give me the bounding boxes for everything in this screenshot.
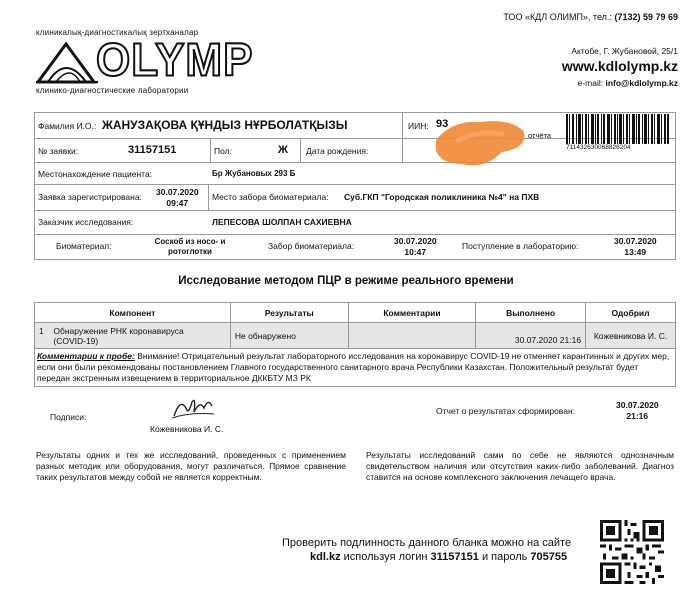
- qr-code[interactable]: [600, 520, 664, 584]
- formed-label: Отчет о результатах сформирован:: [436, 406, 576, 416]
- verify-line: Проверить подлинность данного бланка можно на сайте: [282, 537, 572, 549]
- note-right: Результаты исследований сами по себе не являются однозначным свидетельством наличия или отсутствия каких-либо заболеваний. Диагноз ставится на основе комплексного заключения лечащего врача.: [366, 450, 674, 482]
- collection-datetime: [394, 236, 437, 258]
- company-phone: (7132) 59 79 69: [614, 12, 678, 22]
- registered-date: 30.07.2020: [156, 187, 199, 197]
- sample-comment: [35, 349, 676, 387]
- component-name: Обнаружение РНК коронавируса (COVID-19): [53, 325, 184, 346]
- location-label: Местонахождение пациента:: [38, 169, 153, 179]
- col-header-approved: Одобрил: [586, 303, 676, 323]
- arrival-time: 13:49: [624, 247, 647, 257]
- cell-done: 30.07.2020 21:16: [476, 323, 586, 349]
- location-value: Бр Жубановых 293 Б: [212, 169, 296, 178]
- request-label: № заявки:: [38, 146, 79, 156]
- row-index: 1: [39, 325, 44, 336]
- cell-approved: Кожевникова И. С.: [586, 323, 676, 349]
- customer-label: Заказчик исследования:: [38, 217, 134, 227]
- dob-label: Дата рождения:: [306, 146, 369, 156]
- col-header-comments: Комментарии: [348, 303, 476, 323]
- cell-component: [35, 323, 231, 349]
- company-line: [503, 12, 678, 22]
- request-number: 31157151: [128, 144, 177, 156]
- study-title: Исследование методом ПЦР в режиме реального времени: [178, 275, 514, 287]
- collection-label: Забор биоматериала:: [268, 241, 355, 251]
- formed-datetime: [616, 400, 659, 422]
- col-header-results: Результаты: [230, 303, 348, 323]
- results-table: [34, 302, 676, 387]
- barcode: [566, 114, 670, 144]
- logo-wordmark: OLYMP: [96, 34, 254, 87]
- sample-place-label: Место забора биоматериала:: [212, 192, 329, 202]
- sample-place-value: Суб.ГКП "Городская поликлиника №4" на ПХВ: [344, 192, 540, 202]
- verify-credentials: [310, 551, 567, 563]
- col-header-component: Компонент: [35, 303, 231, 323]
- handwritten-signature: [170, 394, 216, 420]
- customer-value: ЛЕПЕСОВА ШОЛПАН САХИЕВНА: [212, 217, 352, 227]
- table-row: [35, 323, 676, 349]
- logo-top-text: клиникалық-диагностикалық зертханалар: [36, 28, 199, 37]
- patient-name: ЖАНУЗАҚОВА ҚҰНДЫЗ НҰРБОЛАТҚЫЗЫ: [102, 118, 348, 132]
- note-left: Результаты одних и тех же исследований, проведенных с применением разных методик или оборудования, могут различаться. Прямое сравнение таких результатов между собой не является корректным.: [36, 450, 346, 482]
- table-header-row: [35, 303, 676, 323]
- company-email: [578, 78, 678, 88]
- barcode-number: 711432630068826204: [566, 144, 631, 151]
- comment-label: Комментарии к пробе:: [37, 351, 135, 361]
- biomaterial-label: Биоматериал:: [56, 241, 112, 251]
- registered-label: Заявка зарегистрирована:: [38, 192, 142, 202]
- verify-site[interactable]: kdl.kz: [310, 551, 341, 563]
- logo-bottom-text: клинико-диагностические лаборатории: [36, 86, 189, 95]
- collection-time: 10:47: [404, 247, 427, 257]
- signature-label: Подписи:: [50, 412, 87, 422]
- col-header-done: Выполнено: [476, 303, 586, 323]
- collection-date: 30.07.2020: [394, 236, 437, 246]
- cell-result: Не обнаружено: [230, 323, 348, 349]
- registered-datetime: [156, 187, 199, 209]
- company-name: ТОО «КДЛ ОЛИМП», тел.:: [503, 12, 612, 22]
- formed-date: 30.07.2020: [616, 400, 659, 410]
- company-address: Актобе, Г. Жубановой, 25/1: [571, 46, 678, 56]
- verify-and: и пароль: [481, 551, 528, 563]
- sex-value: Ж: [278, 144, 288, 156]
- iin-label: ИИН:: [408, 121, 429, 131]
- table-comment-row: [35, 349, 676, 387]
- comment-text: Внимание! Отрицательный результат лабораторного исследования на коронавирус COVID-19 не отменяет карантинных и других мер, если они были рекомендованы постановлением Главного государственного санитарного врача Республики Казахстан. Положительный результат будет передан экстренным извещением в территориальное ДККБТУ МЗ РК: [37, 351, 670, 383]
- olymp-logo-icon: [36, 40, 98, 84]
- name-label: Фамилия И.О.:: [38, 121, 97, 131]
- cell-comment: [348, 323, 476, 349]
- arrival-date: 30.07.2020: [614, 236, 657, 246]
- verify-login-label: используя логин: [343, 551, 428, 563]
- company-website[interactable]: www.kdlolymp.kz: [561, 58, 678, 74]
- arrival-datetime: [614, 236, 657, 258]
- email-address[interactable]: info@kdlolymp.kz: [605, 78, 678, 88]
- redaction-mark: [432, 112, 530, 172]
- signature-name: Кожевникова И. С.: [150, 424, 224, 434]
- sex-label: Пол:: [214, 146, 232, 156]
- formed-time: 21:16: [626, 411, 649, 421]
- email-label: e-mail:: [577, 78, 604, 88]
- biomaterial-value: Соскоб из носо- и ротоглотки: [154, 237, 226, 256]
- report-label: отчёта: [528, 131, 552, 140]
- arrival-label: Поступление в лабораторию:: [462, 241, 579, 251]
- verify-password: 705755: [530, 551, 568, 563]
- registered-time: 09:47: [166, 198, 189, 208]
- iin-value: 93: [436, 118, 449, 130]
- verify-login: 31157151: [430, 551, 479, 563]
